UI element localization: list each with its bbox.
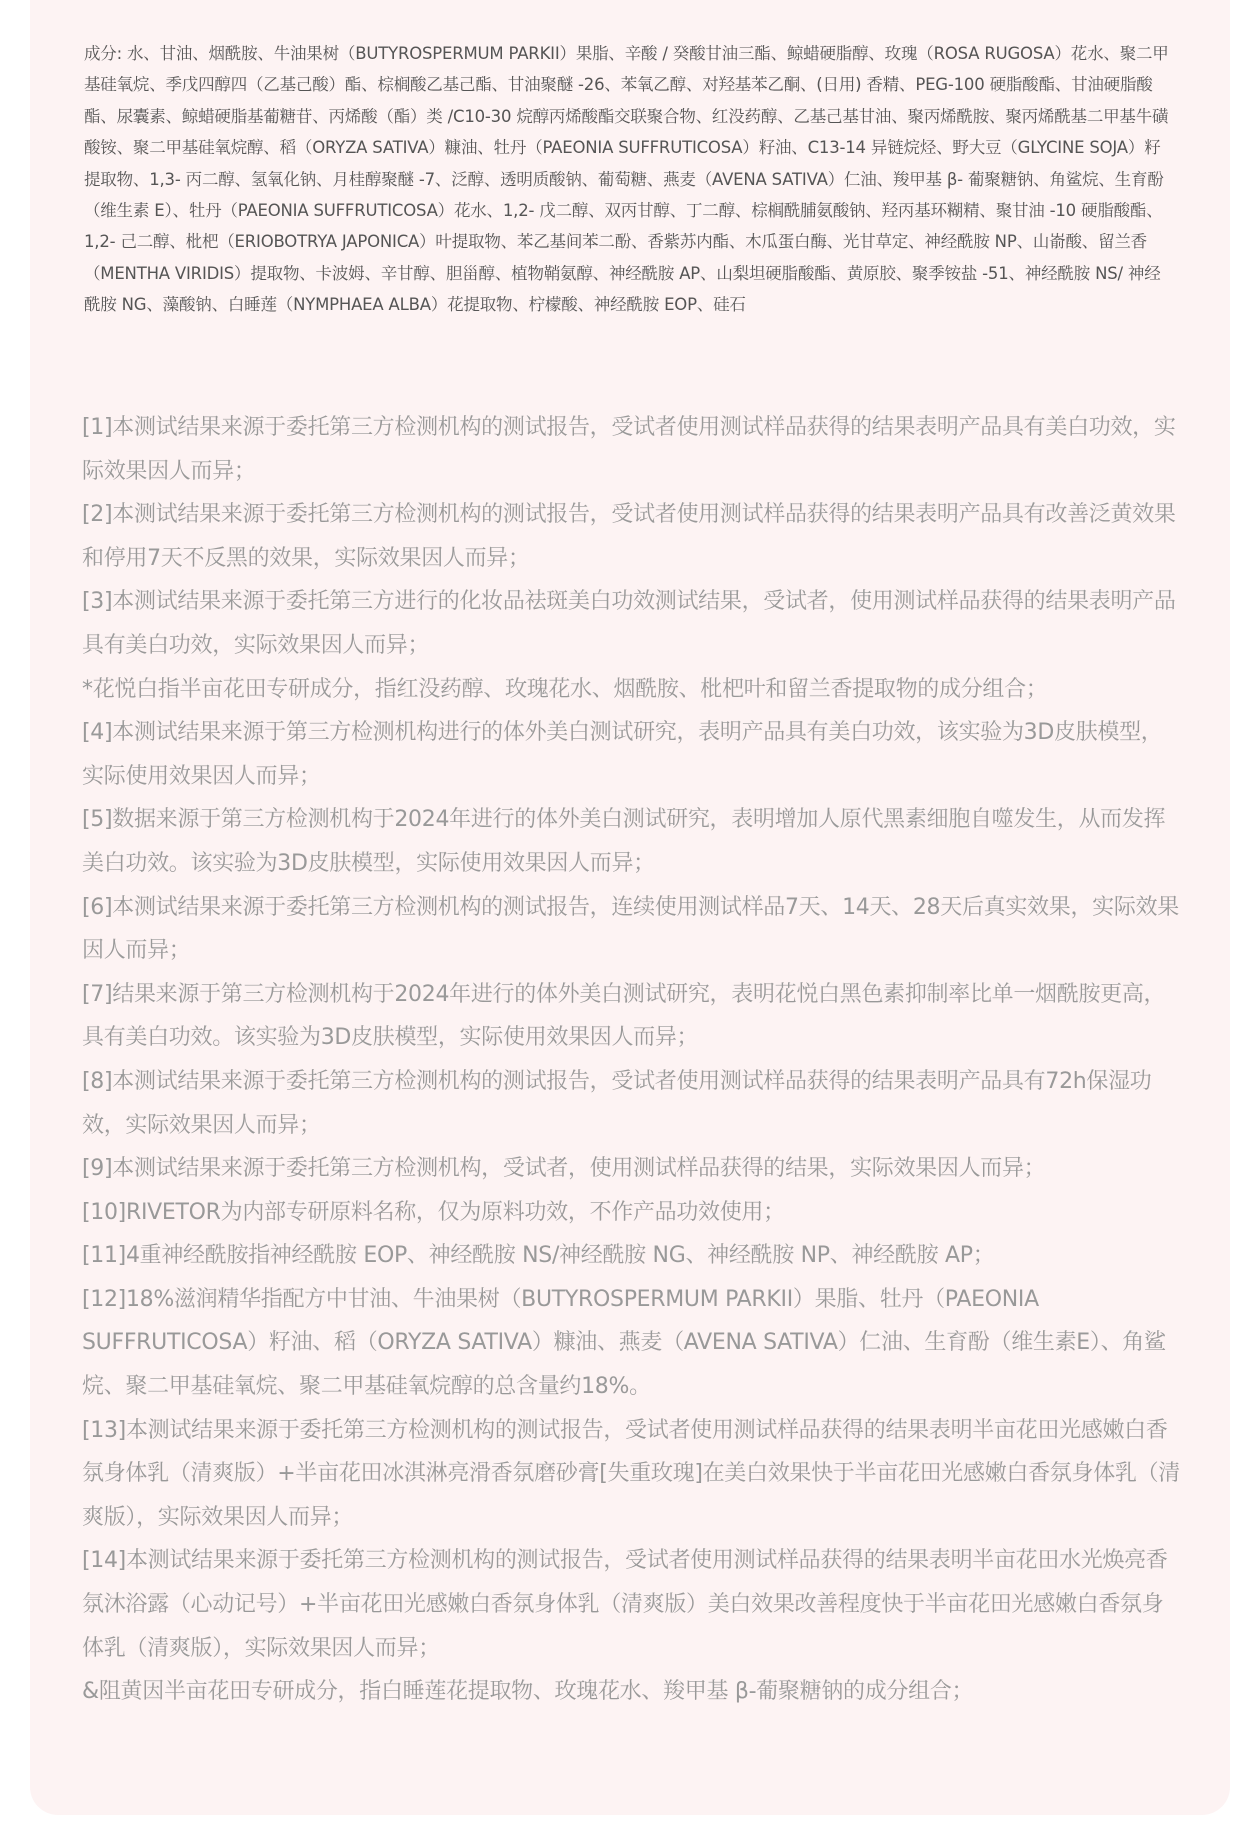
footnote-5: [5]数据来源于第三方检测机构于2024年进行的体外美白测试研究，表明增加人原代黑素细胞自噬发生，从而发挥美白功效。该实验为3D皮肤模型，实际使用效果因人而异； (82, 807, 1166, 876)
footnote-11: [11]4重神经酰胺指神经酰胺 EOP、神经酰胺 NS/神经酰胺 NG、神经酰胺 NP、神经酰胺 AP； (82, 1243, 995, 1269)
footnote-huayuebai: *花悦白指半亩花田专研成分，指红没药醇、玫瑰花水、烟酰胺、枇杷叶和留兰香提取物的成分组合； (82, 676, 1048, 702)
footnote-14: [14]本测试结果来源于委托第三方检测机构的测试报告，受试者使用测试样品获得的结果表明半亩花田水光焕亮香氛沐浴露（心动记号）+半亩花田光感嫩白香氛身体乳（清爽版）美白效果改善程度快于半亩花田光感嫩白香氛身体乳（清爽版），实际效果因人而异； (82, 1548, 1168, 1661)
footnote-8: [8]本测试结果来源于委托第三方检测机构的测试报告，受试者使用测试样品获得的结果表明产品具有72h保湿功效，实际效果因人而异； (82, 1068, 1152, 1138)
footnote-zuhuangyin: &阻黄因半亩花田专研成分，指白睡莲花提取物、玫瑰花水、羧甲基 β-葡聚糖钠的成分组合； (82, 1679, 974, 1705)
footnote-3: [3]本测试结果来源于委托第三方进行的化妆品祛斑美白功效测试结果，受试者，使用测试样品获得的结果表明产品具有美白功效，实际效果因人而异； (82, 589, 1176, 658)
footnote-12: [12]18%滋润精华指配方中甘油、牛油果树（BUTYROSPERMUM PARKII）果脂、牡丹（PAEONIA SUFFRUTICOSA）籽油、稻（ORYZA SATIVA）糠油、燕麦（AVENA SATIVA）仁油、生育酚（维生素E）、角鲨烷、聚二甲基硅氧烷、聚二甲基硅氧烷醇的总含量约18%。 (82, 1286, 1166, 1400)
footnote-2: [2]本测试结果来源于委托第三方检测机构的测试报告，受试者使用测试样品获得的结果表明产品具有改善泛黄效果和停用7天不反黑的效果，实际效果因人而异； (82, 502, 1176, 571)
footnote-10: [10]RIVETOR为内部专研原料名称，仅为原料功效，不作产品功效使用； (82, 1199, 785, 1225)
footnote-1: [1]本测试结果来源于委托第三方检测机构的测试报告，受试者使用测试样品获得的结果表明产品具有美白功效，实际效果因人而异； (82, 415, 1176, 484)
footnote-7: [7]结果来源于第三方检测机构于2024年进行的体外美白测试研究，表明花悦白黑色素抑制率比单一烟酰胺更高，具有美白功效。该实验为3D皮肤模型，实际使用效果因人而异； (82, 981, 1166, 1051)
footnote-6: [6]本测试结果来源于委托第三方检测机构的测试报告，连续使用测试样品7天、14天、28天后真实效果，实际效果因人而异； (82, 894, 1179, 964)
footnote-4: [4]本测试结果来源于第三方检测机构进行的体外美白测试研究，表明产品具有美白功效，该实验为3D皮肤模型，实际使用效果因人而异； (82, 720, 1163, 789)
footnotes-list (82, 406, 1182, 1714)
footnote-13: [13]本测试结果来源于委托第三方检测机构的测试报告，受试者使用测试样品获得的结果表明半亩花田光感嫩白香氛身体乳（清爽版）+半亩花田冰淇淋亮滑香氛磨砂膏[失重玫瑰]在美白效果快于半亩花田光感嫩白香氛身体乳（清爽版），实际效果因人而异； (82, 1417, 1181, 1530)
ingredients-list: 成分: 水、甘油、烟酰胺、牛油果树（BUTYROSPERMUM PARKII）果脂、辛酸 / 癸酸甘油三酯、鲸蜡硬脂醇、玫瑰（ROSA RUGOSA）花水、聚二甲基硅氧烷、季戊四醇四（乙基己酸）酯、棕榈酸乙基己酯、甘油聚醚 -26、苯氧乙醇、对羟基苯乙酮、(日用) 香精、PEG-100 硬脂酸酯、甘油硬脂酸酯、尿囊素、鲸蜡硬脂基葡糖苷、丙烯酸（酯）类 /C10-30 烷醇丙烯酸酯交联聚合物、红没药醇、乙基己基甘油、聚丙烯酰胺、聚丙烯酰基二甲基牛磺酸铵、聚二甲基硅氧烷醇、稻（ORYZA SATIVA）糠油、牡丹（PAEONIA SUFFRUTICOSA）籽油、C13-14 异链烷烃、野大豆（GLYCINE SOJA）籽提取物、1,3- 丙二醇、氢氧化钠、月桂醇聚醚 -7、泛醇、透明质酸钠、葡萄糖、燕麦（AVENA SATIVA）仁油、羧甲基 β- 葡聚糖钠、角鲨烷、生育酚（维生素 E）、牡丹（PAEONIA SUFFRUTICOSA）花水、1,2- 戊二醇、双丙甘醇、丁二醇、棕榈酰脯氨酸钠、羟丙基环糊精、聚甘油 -10 硬脂酸酯、1,2- 己二醇、枇杷（ERIOBOTRYA JAPONICA）叶提取物、苯乙基间苯二酚、香紫苏内酯、木瓜蛋白酶、光甘草定、神经酰胺 NP、山嵛酸、留兰香（MENTHA VIRIDIS）提取物、卡波姆、辛甘醇、胆甾醇、植物鞘氨醇、神经酰胺 AP、山梨坦硬脂酸酯、黄原胶、聚季铵盐 -51、神经酰胺 NS/ 神经酰胺 NG、藻酸钠、白睡莲（NYMPHAEA ALBA）花提取物、柠檬酸、神经酰胺 EOP、硅石 (84, 44, 1169, 315)
footnote-9: [9]本测试结果来源于委托第三方检测机构，受试者，使用测试样品获得的结果，实际效果因人而异； (82, 1156, 1046, 1182)
